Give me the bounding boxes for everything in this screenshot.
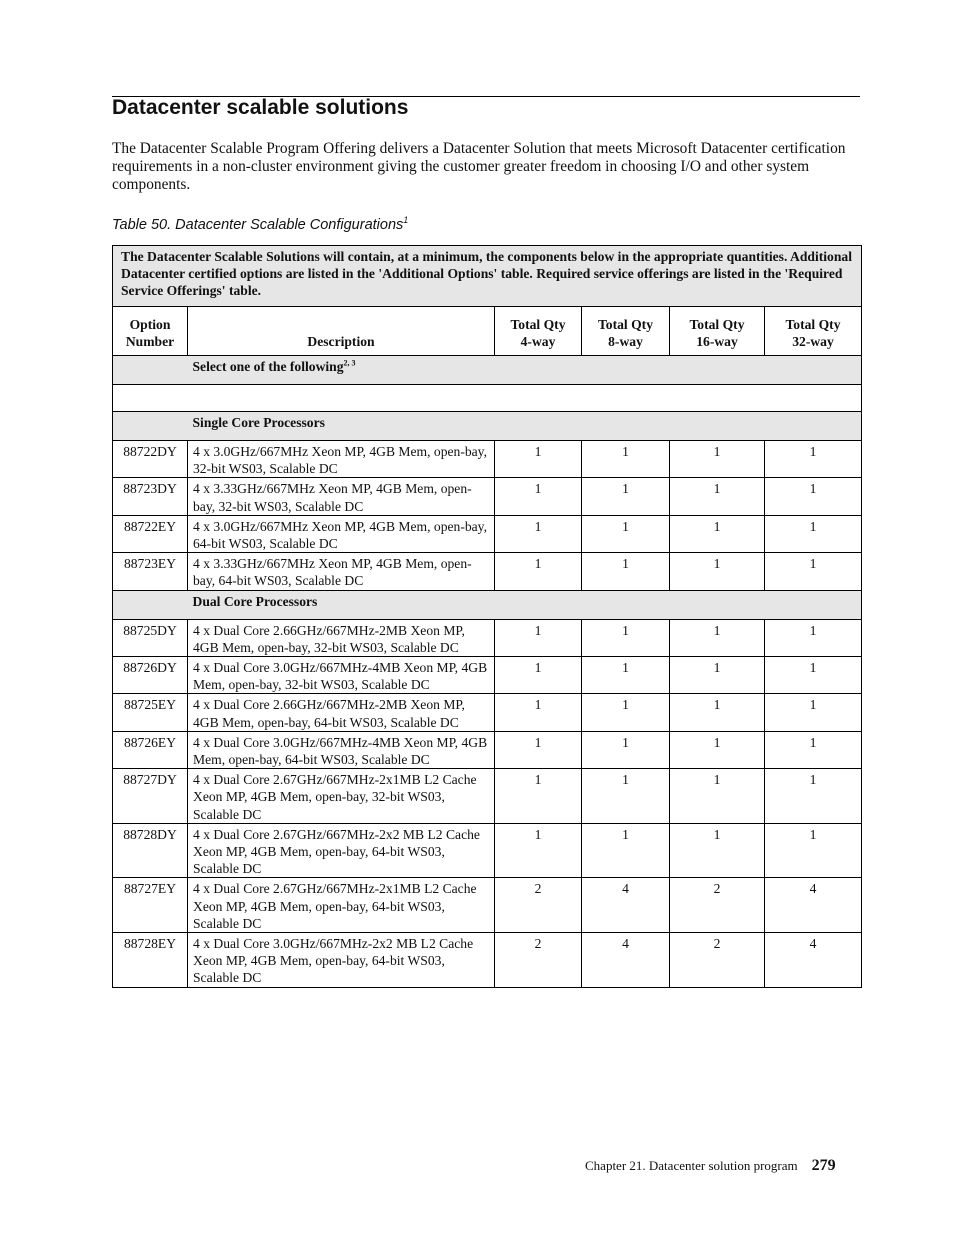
table-row [113,933,862,988]
qty-32way-cell: 1 [765,769,862,824]
qty-4way-cell: 1 [495,478,582,515]
qty-8way-cell: 1 [582,441,670,478]
header-qty-16way [670,307,765,356]
qty-32way-cell: 1 [765,553,862,590]
blank-row [113,385,862,412]
option-number-cell: 88722DY [113,441,188,478]
qty-8way-cell: 1 [582,478,670,515]
option-number-cell: 88723DY [113,478,188,515]
qty-4way-cell: 1 [495,823,582,878]
description-cell: 4 x Dual Core 2.66GHz/667MHz-2MB Xeon MP, 4GB Mem, open-bay, 32-bit WS03, Scalable DC [188,619,495,656]
option-number-cell: 88728EY [113,933,188,988]
table-row [113,553,862,590]
qty-16way-cell: 1 [670,731,765,768]
table-row [113,657,862,694]
header-qty-32way [765,307,862,356]
qty-16way-cell: 2 [670,878,765,933]
qty-32way-cell: 4 [765,933,862,988]
header-option-line1: Option [129,316,171,332]
option-number-cell: 88722EY [113,515,188,552]
header-q4-line2: 4-way [520,333,556,349]
qty-16way-cell: 1 [670,553,765,590]
qty-4way-cell: 1 [495,694,582,731]
select-one-label [188,356,862,385]
qty-16way-cell: 1 [670,478,765,515]
description-cell: 4 x Dual Core 2.66GHz/667MHz-2MB Xeon MP, 4GB Mem, open-bay, 64-bit WS03, Scalable DC [188,694,495,731]
section-single-core-label: Single Core Processors [188,412,862,441]
description-cell: 4 x Dual Core 2.67GHz/667MHz-2x1MB L2 Cache Xeon MP, 4GB Mem, open-bay, 32-bit WS03, Scalable DC [188,769,495,824]
qty-8way-cell: 1 [582,515,670,552]
header-qty-8way [582,307,670,356]
qty-4way-cell: 1 [495,553,582,590]
table-header-row [113,307,862,356]
qty-16way-cell: 1 [670,823,765,878]
header-q16-line2: 16-way [696,333,738,349]
description-cell: 4 x 3.0GHz/667MHz Xeon MP, 4GB Mem, open-bay, 64-bit WS03, Scalable DC [188,515,495,552]
qty-16way-cell: 1 [670,694,765,731]
qty-4way-cell: 1 [495,731,582,768]
caption-text: Table 50. Datacenter Scalable Configurations [112,217,404,233]
qty-16way-cell: 2 [670,933,765,988]
option-number-cell: 88725DY [113,619,188,656]
qty-8way-cell: 1 [582,731,670,768]
header-option-line2: Number [125,333,175,349]
table-banner: The Datacenter Scalable Solutions will contain, at a minimum, the components below in the appropriate quantities. Additional Datacenter certified options are listed in the 'Additional Options' table. Required service offerings are listed in the 'Required Service Offerings' table. [113,246,862,307]
section-dual-core-row [113,590,862,619]
qty-32way-cell: 1 [765,657,862,694]
option-number-cell: 88727DY [113,769,188,824]
qty-32way-cell: 4 [765,878,862,933]
table-row [113,823,862,878]
intro-paragraph: The Datacenter Scalable Program Offering delivers a Datacenter Solution that meets Microsoft Datacenter certification requirements in a non-cluster environment giving the customer greater freedom in choosing I/O and other system components. [112,140,846,194]
header-q32-line2: 32-way [792,333,834,349]
select-one-row [113,356,862,385]
table-row [113,731,862,768]
select-one-text: Select one of the following [192,359,344,374]
qty-32way-cell: 1 [765,515,862,552]
header-q8-line1: Total Qty [597,316,653,332]
table-row [113,619,862,656]
qty-16way-cell: 1 [670,657,765,694]
description-cell: 4 x Dual Core 2.67GHz/667MHz-2x2 MB L2 Cache Xeon MP, 4GB Mem, open-bay, 64-bit WS03, Scalable DC [188,823,495,878]
dual-core-rows [113,619,862,987]
description-cell: 4 x 3.0GHz/667MHz Xeon MP, 4GB Mem, open-bay, 32-bit WS03, Scalable DC [188,441,495,478]
option-number-cell: 88727EY [113,878,188,933]
section-lead-cell [113,356,188,385]
table-row [113,878,862,933]
qty-16way-cell: 1 [670,619,765,656]
qty-4way-cell: 1 [495,515,582,552]
qty-16way-cell: 1 [670,769,765,824]
single-core-rows [113,441,862,591]
qty-4way-cell: 2 [495,933,582,988]
header-qty-4way [495,307,582,356]
select-one-footnote-mark: 2, 3 [343,358,356,368]
description-cell: 4 x Dual Core 3.0GHz/667MHz-4MB Xeon MP, 4GB Mem, open-bay, 64-bit WS03, Scalable DC [188,731,495,768]
description-cell: 4 x 3.33GHz/667MHz Xeon MP, 4GB Mem, open-bay, 32-bit WS03, Scalable DC [188,478,495,515]
option-number-cell: 88725EY [113,694,188,731]
qty-32way-cell: 1 [765,823,862,878]
qty-8way-cell: 1 [582,694,670,731]
header-q4-line1: Total Qty [510,316,566,332]
blank-cell [113,385,862,412]
option-number-cell: 88726DY [113,657,188,694]
footer-chapter: Chapter 21. Datacenter solution program [585,1158,798,1173]
table-row [113,769,862,824]
qty-4way-cell: 1 [495,619,582,656]
table-row [113,478,862,515]
qty-32way-cell: 1 [765,478,862,515]
qty-4way-cell: 1 [495,769,582,824]
description-cell: 4 x Dual Core 3.0GHz/667MHz-2x2 MB L2 Cache Xeon MP, 4GB Mem, open-bay, 64-bit WS03, Scalable DC [188,933,495,988]
header-description: Description [188,307,495,356]
qty-16way-cell: 1 [670,441,765,478]
table-row [113,694,862,731]
table-row [113,441,862,478]
description-cell: 4 x Dual Core 2.67GHz/667MHz-2x1MB L2 Cache Xeon MP, 4GB Mem, open-bay, 64-bit WS03, Scalable DC [188,878,495,933]
caption-footnote-mark: 1 [403,215,409,226]
qty-4way-cell: 1 [495,657,582,694]
section-dual-core-label: Dual Core Processors [188,590,862,619]
qty-8way-cell: 1 [582,769,670,824]
table-caption [112,216,408,234]
qty-4way-cell: 1 [495,441,582,478]
qty-4way-cell: 2 [495,878,582,933]
qty-32way-cell: 1 [765,441,862,478]
option-number-cell: 88723EY [113,553,188,590]
qty-16way-cell: 1 [670,515,765,552]
qty-8way-cell: 1 [582,657,670,694]
page-number: 279 [811,1157,836,1174]
configurations-table [112,245,862,988]
header-option-number [113,307,188,356]
section-lead-cell [113,412,188,441]
header-q16-line1: Total Qty [689,316,745,332]
qty-8way-cell: 4 [582,933,670,988]
table-row [113,515,862,552]
section-lead-cell [113,590,188,619]
qty-8way-cell: 1 [582,823,670,878]
qty-32way-cell: 1 [765,619,862,656]
qty-8way-cell: 1 [582,553,670,590]
option-number-cell: 88726EY [113,731,188,768]
header-q32-line1: Total Qty [785,316,841,332]
page-title: Datacenter scalable solutions [112,96,409,119]
header-q8-line2: 8-way [608,333,643,349]
qty-8way-cell: 1 [582,619,670,656]
option-number-cell: 88728DY [113,823,188,878]
description-cell: 4 x Dual Core 3.0GHz/667MHz-4MB Xeon MP, 4GB Mem, open-bay, 32-bit WS03, Scalable DC [188,657,495,694]
qty-8way-cell: 4 [582,878,670,933]
description-cell: 4 x 3.33GHz/667MHz Xeon MP, 4GB Mem, open-bay, 64-bit WS03, Scalable DC [188,553,495,590]
page-footer [585,1156,836,1176]
section-single-core-row [113,412,862,441]
qty-32way-cell: 1 [765,731,862,768]
qty-32way-cell: 1 [765,694,862,731]
table-banner-row [113,246,862,307]
